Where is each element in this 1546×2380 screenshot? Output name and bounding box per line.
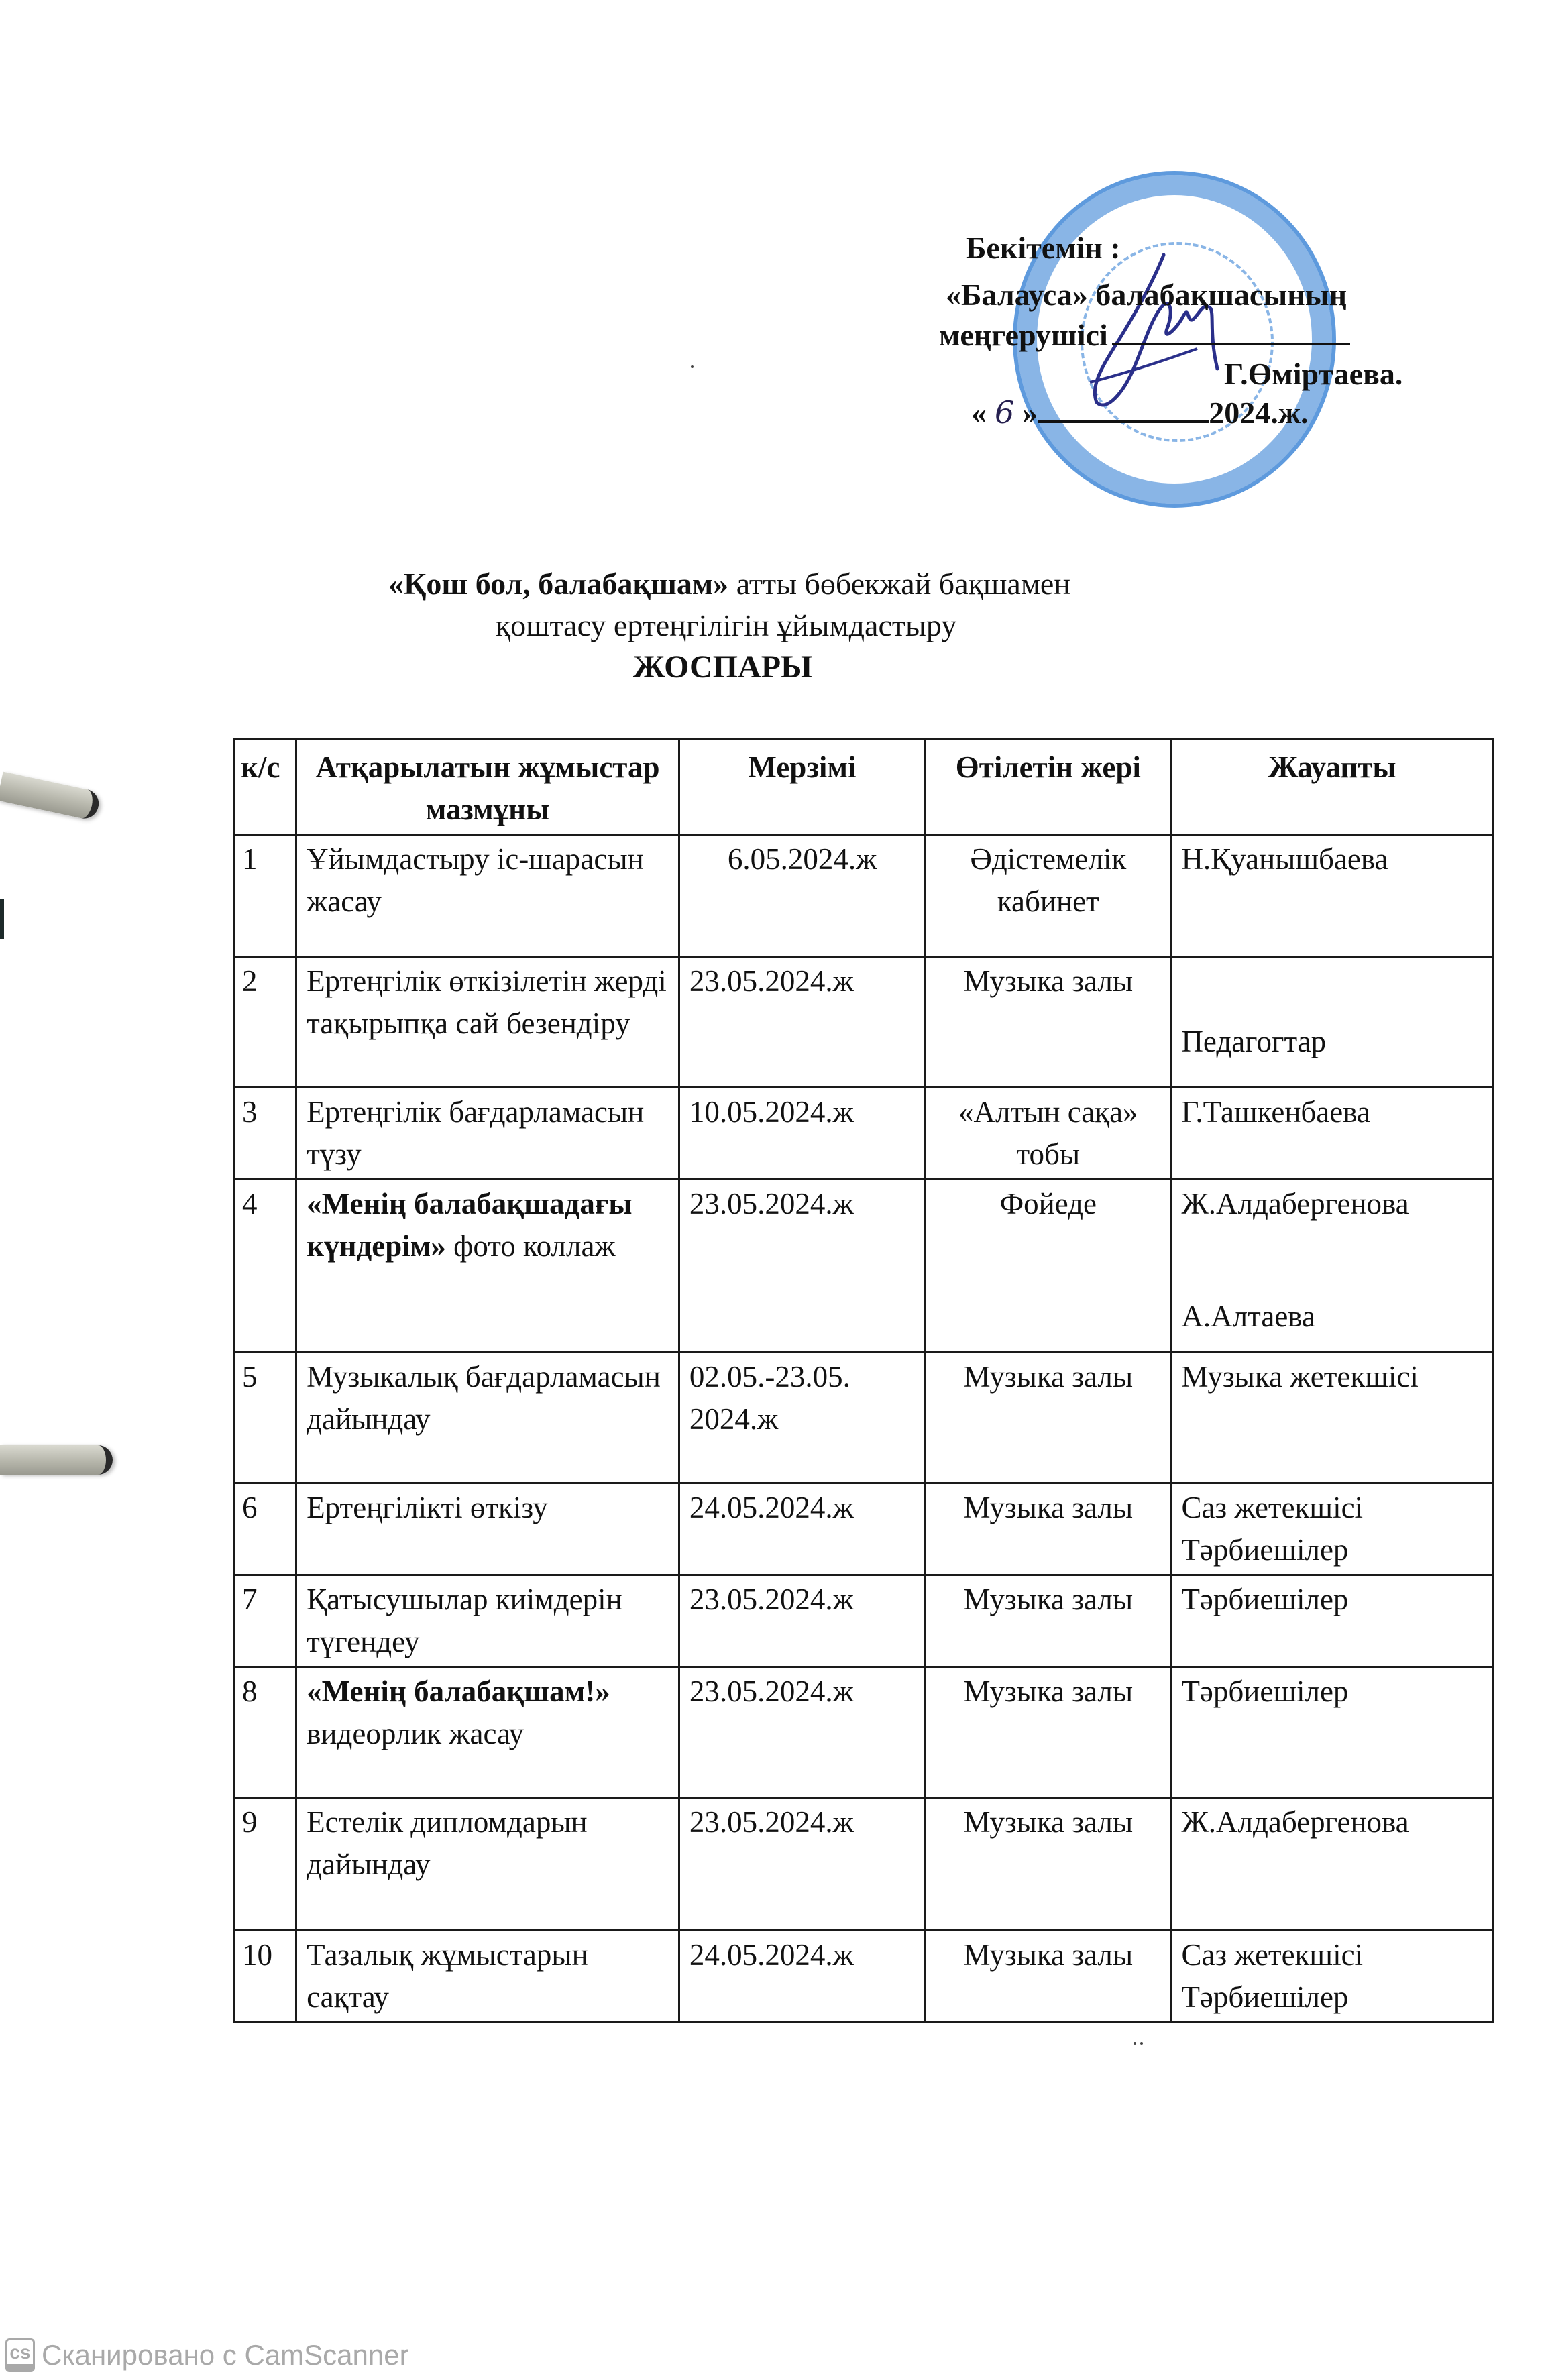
approval-date <box>971 392 1309 433</box>
binder-edge-mark <box>0 899 4 939</box>
approval-heading: Бекітемін : <box>966 231 1121 265</box>
row-task: Музыкалық бағдарламасын дайындау <box>296 1353 679 1483</box>
document-title <box>0 563 1546 688</box>
row-responsible <box>1171 957 1494 1088</box>
row-task: Естелік дипломдарын дайындау <box>296 1798 679 1931</box>
approval-position <box>939 315 1350 355</box>
table-row <box>235 1798 1494 1931</box>
scan-speck <box>1140 2042 1143 2045</box>
row-task: Қатысушылар киімдерін түгендеу <box>296 1575 679 1667</box>
row-responsible <box>1171 835 1494 957</box>
row-responsible <box>1171 1353 1494 1483</box>
row-task-title: «Менің балабақшадағы күндерім» <box>307 1187 632 1263</box>
title-line-1 <box>0 563 1546 605</box>
row-place: Фойеде <box>926 1180 1171 1353</box>
title-event-name: «Қош бол, балабақшам» <box>388 567 729 601</box>
row-num: 6 <box>235 1483 296 1575</box>
approval-name: Г.Өміртаева. <box>1224 357 1403 391</box>
scan-speck <box>1134 2042 1136 2045</box>
table-row <box>235 1575 1494 1667</box>
row-responsible <box>1171 1798 1494 1931</box>
row-num: 3 <box>235 1088 296 1180</box>
row-date: 6.05.2024.ж <box>679 835 925 957</box>
table-row <box>235 1483 1494 1575</box>
table-row <box>235 1088 1494 1180</box>
row-date: 02.05.-23.05. 2024.ж <box>679 1353 925 1483</box>
row-num: 1 <box>235 835 296 957</box>
row-num: 4 <box>235 1180 296 1353</box>
table-row <box>235 1931 1494 2023</box>
row-place: Әдістемелік кабинет <box>926 835 1171 957</box>
row-num: 9 <box>235 1798 296 1931</box>
row-num: 10 <box>235 1931 296 2023</box>
row-responsible <box>1171 1483 1494 1575</box>
responsible-person: Н.Қуанышбаева <box>1181 842 1388 876</box>
row-place: Музыка залы <box>926 1575 1171 1667</box>
title-line-2: қоштасу ертеңгілігін ұйымдастыру <box>495 608 957 642</box>
row-place: Музыка залы <box>926 957 1171 1088</box>
camscanner-watermark <box>5 2338 409 2372</box>
row-task: Ертеңгілік өткізілетін жерді тақырыпқа сай безендіру <box>296 957 679 1088</box>
responsible-person: Тәрбиешілер <box>1181 1533 1349 1567</box>
row-num: 2 <box>235 957 296 1088</box>
row-date: 23.05.2024.ж <box>679 1575 925 1667</box>
date-year: 2024.ж. <box>1209 396 1309 430</box>
row-date: 24.05.2024.ж <box>679 1931 925 2023</box>
row-task: Тазалық жұмыстарын сақтау <box>296 1931 679 2023</box>
row-responsible <box>1171 1575 1494 1667</box>
responsible-person: Тәрбиешілер <box>1181 1583 1349 1616</box>
responsible-person: Тәрбиешілер <box>1181 1675 1349 1708</box>
responsible-person: Ж.Алдабергенова <box>1181 1805 1409 1839</box>
responsible-person: Саз жетекшісі <box>1181 1938 1364 1972</box>
date-month-line <box>1038 394 1209 423</box>
row-date: 24.05.2024.ж <box>679 1483 925 1575</box>
responsible-person: Музыка жетекшісі <box>1181 1360 1419 1394</box>
row-task-rest: фото коллаж <box>445 1229 616 1263</box>
title-plan-heading: ЖОСПАРЫ <box>632 649 813 685</box>
row-place: «Алтын сақа» тобы <box>926 1088 1171 1180</box>
header-task: Атқарылатын жұмыстар мазмұны <box>296 739 679 835</box>
row-date: 10.05.2024.ж <box>679 1088 925 1180</box>
date-close-quote: » <box>1022 396 1038 430</box>
approval-kindergarten: «Балауса» балабақшасының <box>946 278 1347 312</box>
row-task: Ертеңгілік бағдарламасын түзу <box>296 1088 679 1180</box>
header-num: к/с <box>235 739 296 835</box>
approval-position-label: меңгерушісі <box>939 318 1108 352</box>
plan-table <box>233 738 1494 2023</box>
table-row <box>235 1180 1494 1353</box>
row-place: Музыка залы <box>926 1667 1171 1798</box>
date-day: 6 <box>995 394 1015 431</box>
row-place: Музыка залы <box>926 1931 1171 2023</box>
responsible-person: Ж.Алдабергенова <box>1181 1187 1409 1221</box>
row-num: 7 <box>235 1575 296 1667</box>
row-place: Музыка залы <box>926 1483 1171 1575</box>
row-place: Музыка залы <box>926 1353 1171 1483</box>
table-row <box>235 1667 1494 1798</box>
row-task-rest: видеорлик жасау <box>307 1717 524 1750</box>
responsible-person: Тәрбиешілер <box>1181 1980 1349 2014</box>
table-row <box>235 835 1494 957</box>
row-num: 8 <box>235 1667 296 1798</box>
row-task <box>296 1180 679 1353</box>
responsible-person: Педагогтар <box>1181 1025 1327 1058</box>
row-responsible <box>1171 1088 1494 1180</box>
responsible-person: Г.Ташкенбаева <box>1181 1095 1370 1129</box>
row-date: 23.05.2024.ж <box>679 1798 925 1931</box>
binder-ring-top <box>0 771 101 821</box>
row-task: Ұйымдастыру іс-шарасын жасау <box>296 835 679 957</box>
row-date: 23.05.2024.ж <box>679 1180 925 1353</box>
table-row <box>235 957 1494 1088</box>
row-place: Музыка залы <box>926 1798 1171 1931</box>
row-responsible <box>1171 1931 1494 2023</box>
header-place: Өтілетін жері <box>926 739 1171 835</box>
table-header-row <box>235 739 1494 835</box>
row-responsible <box>1171 1667 1494 1798</box>
row-task <box>296 1667 679 1798</box>
row-task: Ертеңгілікті өткізу <box>296 1483 679 1575</box>
signature-line <box>1112 316 1350 345</box>
header-date: Мерзімі <box>679 739 925 835</box>
row-date: 23.05.2024.ж <box>679 957 925 1088</box>
row-task-title: «Менің балабақшам!» <box>307 1675 610 1708</box>
scan-speck <box>691 365 694 368</box>
row-date: 23.05.2024.ж <box>679 1667 925 1798</box>
responsible-person: А.Алтаева <box>1181 1300 1315 1333</box>
binder-ring-bottom <box>0 1445 113 1475</box>
title-line-1-rest: атты бөбекжай бақшамен <box>728 567 1070 601</box>
camscanner-text: Сканировано с CamScanner <box>42 2339 409 2371</box>
header-responsible: Жауапты <box>1171 739 1494 835</box>
camscanner-logo-icon: cs <box>5 2338 35 2372</box>
row-responsible <box>1171 1180 1494 1353</box>
responsible-person: Саз жетекшісі <box>1181 1491 1364 1524</box>
row-num: 5 <box>235 1353 296 1483</box>
date-open-quote: « <box>971 396 987 430</box>
table-row <box>235 1353 1494 1483</box>
